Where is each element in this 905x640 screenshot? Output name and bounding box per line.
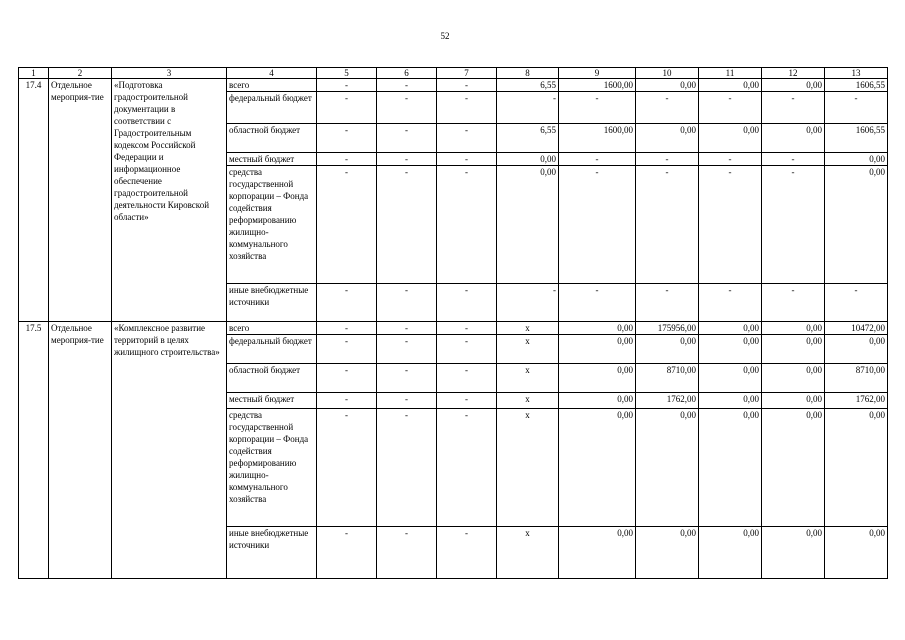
value-cell: 0,00 — [825, 166, 888, 284]
value-cell: - — [317, 92, 377, 124]
section-name: «Комплексное развитие территорий в целях жилищного строительства» — [112, 322, 227, 579]
value-cell: 1762,00 — [825, 393, 888, 409]
value-cell: 0,00 — [699, 124, 762, 153]
value-cell: 0,00 — [762, 527, 825, 579]
value-cell: - — [437, 166, 497, 284]
value-cell: - — [825, 92, 888, 124]
value-cell: - — [317, 364, 377, 393]
table-row — [19, 79, 888, 92]
funding-source: федеральный бюджет — [227, 92, 317, 124]
header-cell: 6 — [377, 68, 437, 79]
value-cell: 0,00 — [636, 124, 699, 153]
funding-source: областной бюджет — [227, 124, 317, 153]
value-cell: 0,00 — [559, 322, 636, 335]
value-cell: - — [559, 284, 636, 322]
header-cell: 13 — [825, 68, 888, 79]
section-name: «Подготовка градостроительной документации в соответствии с Градостроительным кодексом Российской Федерации и информационное обеспечение градостроительной деятельности Кировской области» — [112, 79, 227, 322]
value-cell: - — [377, 364, 437, 393]
value-cell: 1606,55 — [825, 124, 888, 153]
section-type: Отдельное мероприя-тие — [49, 322, 112, 579]
funding-source: местный бюджет — [227, 393, 317, 409]
value-cell: 0,00 — [699, 322, 762, 335]
value-cell: 0,00 — [825, 409, 888, 527]
header-cell: 2 — [49, 68, 112, 79]
funding-source: средства государственной корпорации – Фонда содействия реформированию жилищно-коммунального хозяйства — [227, 409, 317, 527]
value-cell: - — [317, 393, 377, 409]
value-cell: - — [636, 153, 699, 166]
value-cell: - — [437, 79, 497, 92]
value-cell: 0,00 — [636, 409, 699, 527]
value-cell: - — [437, 322, 497, 335]
value-cell: - — [437, 409, 497, 527]
value-cell: - — [437, 92, 497, 124]
value-cell: 6,55 — [497, 79, 559, 92]
header-cell: 3 — [112, 68, 227, 79]
header-cell: 1 — [19, 68, 49, 79]
table-row — [19, 322, 888, 335]
value-cell: 0,00 — [559, 409, 636, 527]
header-cell: 8 — [497, 68, 559, 79]
header-cell: 9 — [559, 68, 636, 79]
header-cell: 7 — [437, 68, 497, 79]
value-cell: 8710,00 — [636, 364, 699, 393]
value-cell: - — [559, 166, 636, 284]
value-cell: 0,00 — [762, 335, 825, 364]
value-cell: - — [317, 409, 377, 527]
value-cell: 0,00 — [699, 527, 762, 579]
header-cell: 12 — [762, 68, 825, 79]
value-cell: - — [317, 284, 377, 322]
value-cell: - — [377, 166, 437, 284]
value-cell: 1600,00 — [559, 79, 636, 92]
value-cell: - — [825, 284, 888, 322]
value-cell: - — [497, 92, 559, 124]
value-cell: 1600,00 — [559, 124, 636, 153]
value-cell: 0,00 — [559, 335, 636, 364]
value-cell: 0,00 — [497, 166, 559, 284]
value-cell: 0,00 — [636, 527, 699, 579]
funding-source: всего — [227, 79, 317, 92]
value-cell: 0,00 — [762, 393, 825, 409]
funding-source: местный бюджет — [227, 153, 317, 166]
funding-source: иные внебюджетные источники — [227, 284, 317, 322]
value-cell: - — [317, 166, 377, 284]
header-cell: 11 — [699, 68, 762, 79]
value-cell: 1606,55 — [825, 79, 888, 92]
value-cell: 0,00 — [762, 79, 825, 92]
value-cell: - — [317, 335, 377, 364]
value-cell: - — [317, 153, 377, 166]
value-cell: - — [437, 153, 497, 166]
value-cell: - — [377, 393, 437, 409]
value-cell: - — [762, 166, 825, 284]
value-cell: - — [699, 166, 762, 284]
value-cell: 10472,00 — [825, 322, 888, 335]
value-cell: - — [437, 284, 497, 322]
funding-source: средства государственной корпорации – Фонда содействия реформированию жилищно-коммунального хозяйства — [227, 166, 317, 284]
value-cell: 0,00 — [636, 335, 699, 364]
page-number: 52 — [440, 31, 450, 41]
value-cell: - — [377, 92, 437, 124]
funding-source: иные внебюджетные источники — [227, 527, 317, 579]
value-cell: - — [762, 153, 825, 166]
value-cell: 0,00 — [699, 393, 762, 409]
value-cell: - — [377, 335, 437, 364]
budget-table — [18, 67, 888, 579]
value-cell: 0,00 — [559, 527, 636, 579]
value-cell: 0,00 — [559, 364, 636, 393]
value-cell: 0,00 — [825, 527, 888, 579]
funding-source: всего — [227, 322, 317, 335]
value-cell: 0,00 — [699, 409, 762, 527]
section-number: 17.5 — [19, 322, 49, 579]
value-cell: - — [437, 527, 497, 579]
section-number: 17.4 — [19, 79, 49, 322]
header-cell: 10 — [636, 68, 699, 79]
value-cell: - — [377, 527, 437, 579]
value-cell: - — [699, 92, 762, 124]
value-cell: 8710,00 — [825, 364, 888, 393]
value-cell: - — [636, 284, 699, 322]
value-cell: 0,00 — [497, 153, 559, 166]
funding-source: областной бюджет — [227, 364, 317, 393]
value-cell: - — [377, 79, 437, 92]
value-cell: - — [437, 335, 497, 364]
value-cell: 0,00 — [762, 364, 825, 393]
value-cell: - — [497, 284, 559, 322]
value-cell: 0,00 — [699, 79, 762, 92]
value-cell: 6,55 — [497, 124, 559, 153]
value-cell: x — [497, 364, 559, 393]
value-cell: 0,00 — [825, 335, 888, 364]
value-cell: x — [497, 322, 559, 335]
value-cell: x — [497, 527, 559, 579]
value-cell: - — [377, 409, 437, 527]
value-cell: 0,00 — [762, 124, 825, 153]
value-cell: - — [636, 92, 699, 124]
value-cell: 1762,00 — [636, 393, 699, 409]
value-cell: x — [497, 409, 559, 527]
value-cell: - — [437, 124, 497, 153]
value-cell: - — [317, 322, 377, 335]
value-cell: - — [377, 284, 437, 322]
value-cell: - — [699, 153, 762, 166]
value-cell: - — [377, 322, 437, 335]
value-cell: - — [762, 92, 825, 124]
value-cell: - — [699, 284, 762, 322]
value-cell: x — [497, 335, 559, 364]
value-cell: - — [762, 284, 825, 322]
value-cell: - — [377, 124, 437, 153]
value-cell: - — [317, 527, 377, 579]
value-cell: 0,00 — [699, 335, 762, 364]
value-cell: 0,00 — [559, 393, 636, 409]
value-cell: - — [636, 166, 699, 284]
value-cell: 0,00 — [762, 409, 825, 527]
value-cell: - — [559, 153, 636, 166]
value-cell: - — [437, 393, 497, 409]
header-cell: 5 — [317, 68, 377, 79]
value-cell: - — [437, 364, 497, 393]
funding-source: федеральный бюджет — [227, 335, 317, 364]
value-cell: 0,00 — [699, 364, 762, 393]
header-row — [19, 68, 888, 79]
section-type: Отдельное мероприя-тие — [49, 79, 112, 322]
header-cell: 4 — [227, 68, 317, 79]
value-cell: - — [317, 79, 377, 92]
value-cell: 175956,00 — [636, 322, 699, 335]
value-cell: - — [317, 124, 377, 153]
value-cell: 0,00 — [825, 153, 888, 166]
value-cell: - — [377, 153, 437, 166]
value-cell: - — [559, 92, 636, 124]
value-cell: x — [497, 393, 559, 409]
value-cell: 0,00 — [636, 79, 699, 92]
value-cell: 0,00 — [762, 322, 825, 335]
